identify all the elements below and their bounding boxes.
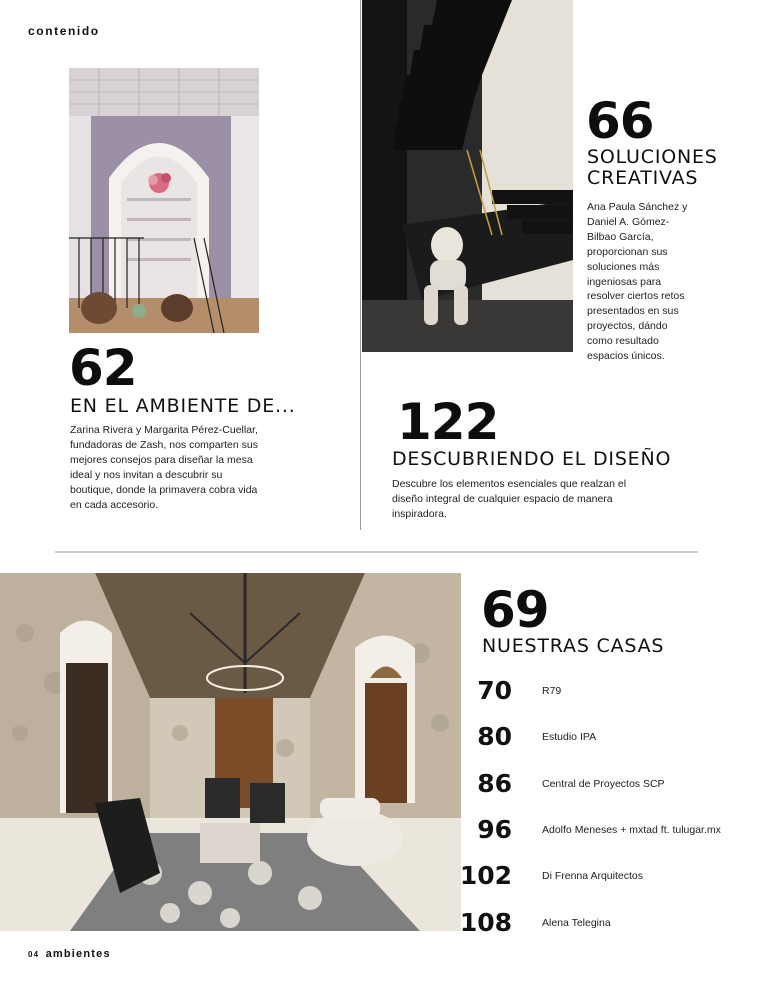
list-item-page: 80 (477, 722, 512, 751)
article-body-122: Descubre los elementos esenciales que realzan el diseño integral de cualquier espacio de manera inspiradora. (392, 478, 627, 520)
staircase-photo (362, 0, 573, 352)
list-item-name: Central de Proyectos SCP (542, 778, 665, 790)
article-number-69[interactable]: 69 (481, 581, 549, 639)
horizontal-divider (55, 551, 698, 553)
list-item-name: Alena Telegina (542, 917, 611, 929)
article-title-69[interactable]: NUESTRAS CASAS (482, 635, 665, 657)
list-item[interactable] (470, 764, 760, 804)
list-item-page: 108 (459, 908, 512, 937)
article-title-62[interactable]: EN EL AMBIENTE DE... (70, 395, 296, 417)
page-folio (28, 948, 111, 960)
article-number-62[interactable]: 62 (69, 339, 137, 397)
boutique-photo (69, 68, 259, 333)
article-number-66[interactable]: 66 (586, 92, 654, 150)
magazine-name: ambientes (45, 948, 111, 960)
section-label: contenido (28, 24, 100, 38)
list-item[interactable] (459, 856, 760, 896)
article-title-66[interactable] (587, 147, 718, 190)
list-item[interactable] (470, 717, 760, 757)
list-item[interactable] (459, 903, 760, 943)
vertical-divider (360, 0, 361, 530)
list-item-page: 86 (477, 769, 512, 798)
list-item-name: Di Frenna Arquitectos (542, 870, 643, 882)
article-title-66-line2: CREATIVAS (587, 167, 699, 190)
list-item-page: 96 (477, 815, 512, 844)
list-item-page: 102 (459, 861, 512, 890)
list-item[interactable] (470, 671, 760, 711)
article-body-66: Ana Paula Sánchez y Daniel A. Gómez-Bilbao García, proporcionan sus soluciones más ingeniosas para resolver ciertos retos presentados en sus proyectos, dándo como resultado espacios únicos. (587, 201, 688, 363)
list-item-name: Estudio IPA (542, 731, 597, 743)
list-item-name: Adolfo Meneses + mxtad ft. tulugar.mx (542, 824, 721, 836)
article-body-62: Zarina Rivera y Margarita Pérez-Cuellar, fundadoras de Zash, nos comparten sus mejores consejos para diseñar la mesa ideal y nos invitan a descubrir su boutique, donde la primavera cobra vida en cada accesorio. (70, 424, 258, 511)
article-title-66-line1: SOLUCIONES (587, 146, 718, 168)
list-item-name: R79 (542, 685, 562, 697)
article-title-122[interactable]: DESCUBRIENDO EL DISEÑO (392, 448, 672, 470)
page-number: 04 (28, 950, 40, 959)
article-number-122[interactable]: 122 (397, 393, 499, 451)
list-item-page: 70 (477, 676, 512, 705)
list-item[interactable] (470, 810, 760, 850)
living-room-photo (0, 573, 461, 931)
